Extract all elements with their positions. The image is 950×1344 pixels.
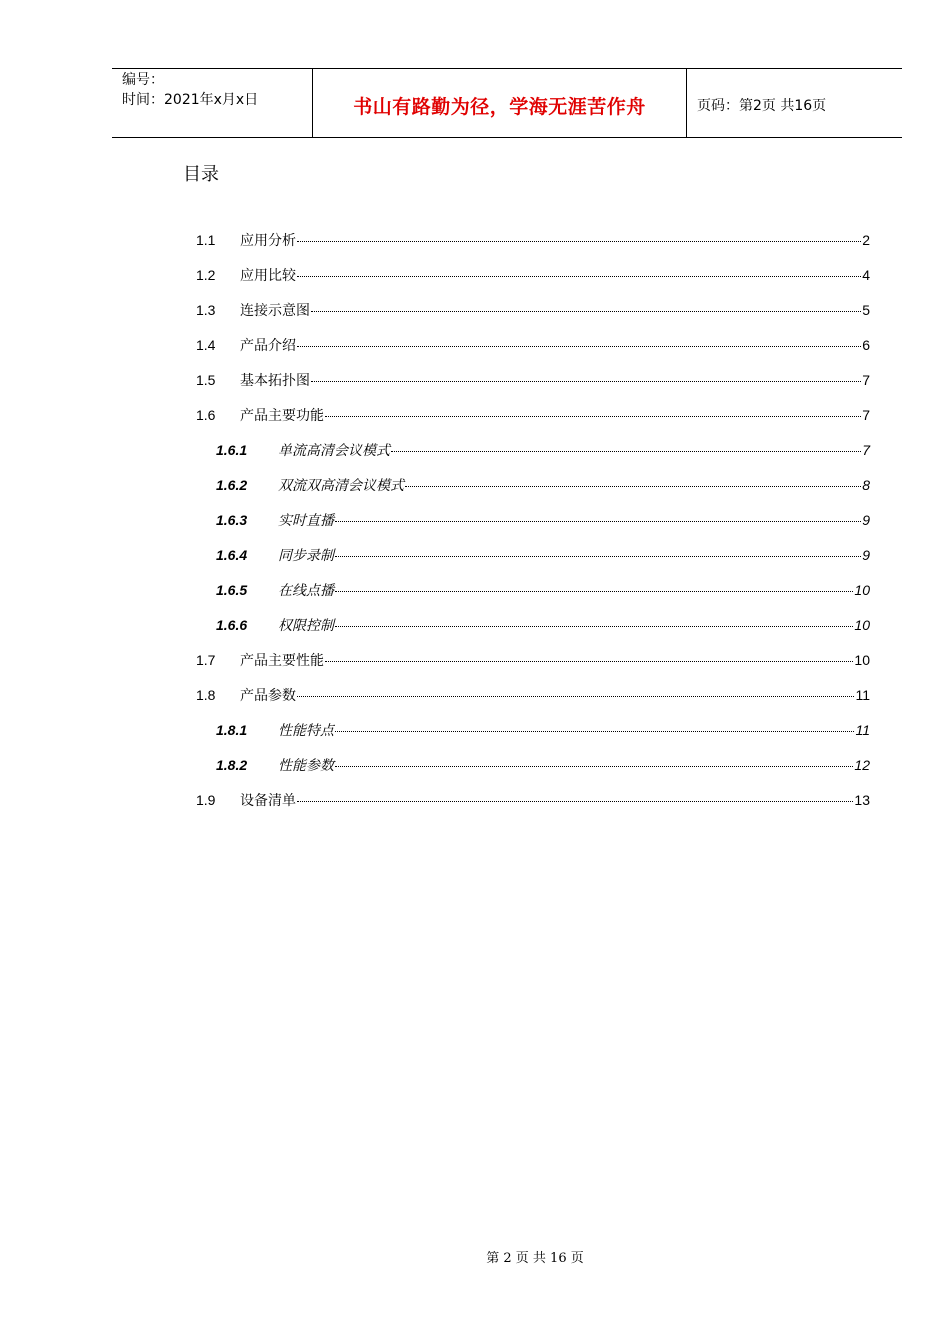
toc-entry-page: 11 bbox=[855, 687, 870, 703]
toc-entry-label: 应用比较 bbox=[240, 268, 296, 284]
toc-entry-label: 连接示意图 bbox=[240, 303, 310, 319]
toc-entry-page: 13 bbox=[854, 792, 870, 808]
toc-entry-number: 1.7 bbox=[196, 652, 216, 668]
toc-dot-leader bbox=[297, 241, 861, 242]
header-page-info: 页码：第2页 共16页 bbox=[697, 98, 827, 114]
toc-entry-number: 1.6.3 bbox=[216, 512, 248, 528]
toc-entry-number: 1.1 bbox=[196, 232, 216, 248]
toc-entry[interactable] bbox=[196, 545, 870, 580]
toc-entry-page: 8 bbox=[862, 477, 870, 493]
toc-entry[interactable] bbox=[196, 265, 870, 300]
toc-entry-page: 6 bbox=[862, 337, 870, 353]
header-page-cell bbox=[687, 69, 902, 137]
toc-entry[interactable] bbox=[196, 300, 870, 335]
toc-entry[interactable] bbox=[196, 510, 870, 545]
toc-entry-number: 1.9 bbox=[196, 792, 216, 808]
toc-entry-number: 1.6 bbox=[196, 407, 216, 423]
toc-entry-page: 5 bbox=[862, 302, 870, 318]
toc-dot-leader bbox=[405, 486, 861, 487]
toc-entry[interactable] bbox=[196, 335, 870, 370]
header-motto: 书山有路勤为径，学海无涯苦作舟 bbox=[353, 95, 646, 118]
toc-entry[interactable] bbox=[196, 615, 870, 650]
toc-entry-page: 9 bbox=[862, 547, 870, 563]
toc-entry[interactable] bbox=[196, 440, 870, 475]
toc-entry-page: 10 bbox=[854, 582, 870, 598]
toc-entry-page: 9 bbox=[862, 512, 870, 528]
toc-entry[interactable] bbox=[196, 405, 870, 440]
toc-entry-label: 在线点播 bbox=[278, 583, 334, 599]
toc-dot-leader bbox=[335, 556, 861, 557]
toc-entry-number: 1.8.2 bbox=[216, 757, 248, 773]
toc-entry-label: 双流双高清会议模式 bbox=[278, 478, 404, 494]
toc-entry[interactable] bbox=[196, 720, 870, 755]
toc-entry-page: 10 bbox=[854, 617, 870, 633]
toc-entry-label: 单流高清会议模式 bbox=[278, 443, 390, 459]
toc-entry-label: 性能特点 bbox=[278, 723, 334, 739]
toc-entry-label: 产品主要功能 bbox=[240, 408, 324, 424]
document-number-label: 编号： bbox=[122, 72, 164, 88]
toc-entry-label: 性能参数 bbox=[278, 758, 334, 774]
toc-entry-number: 1.5 bbox=[196, 372, 216, 388]
toc-entry-page: 12 bbox=[854, 757, 870, 773]
toc-entry[interactable] bbox=[196, 755, 870, 790]
toc-entry-number: 1.6.6 bbox=[216, 617, 248, 633]
table-of-contents bbox=[196, 230, 870, 825]
toc-entry[interactable] bbox=[196, 370, 870, 405]
toc-entry-page: 7 bbox=[862, 442, 870, 458]
toc-dot-leader bbox=[311, 311, 861, 312]
toc-entry-label: 产品主要性能 bbox=[240, 653, 324, 669]
toc-entry-label: 设备清单 bbox=[240, 793, 296, 809]
toc-dot-leader bbox=[297, 346, 861, 347]
toc-entry-number: 1.4 bbox=[196, 337, 216, 353]
toc-entry-number: 1.6.5 bbox=[216, 582, 248, 598]
toc-dot-leader bbox=[391, 451, 861, 452]
toc-dot-leader bbox=[325, 416, 861, 417]
toc-dot-leader bbox=[297, 696, 854, 697]
toc-entry-page: 10 bbox=[854, 652, 870, 668]
toc-entry-page: 7 bbox=[862, 407, 870, 423]
header-meta-cell bbox=[112, 69, 312, 137]
toc-entry-number: 1.3 bbox=[196, 302, 216, 318]
toc-entry-page: 7 bbox=[862, 372, 870, 388]
toc-dot-leader bbox=[335, 626, 853, 627]
page-header bbox=[112, 68, 902, 138]
toc-entry-label: 产品介绍 bbox=[240, 338, 296, 354]
toc-entry-label: 产品参数 bbox=[240, 688, 296, 704]
page-footer: 第 2 页 共 16 页 bbox=[486, 1251, 584, 1266]
toc-entry-number: 1.8 bbox=[196, 687, 216, 703]
toc-entry-page: 11 bbox=[855, 722, 870, 738]
toc-entry[interactable] bbox=[196, 475, 870, 510]
toc-entry-number: 1.8.1 bbox=[216, 722, 248, 738]
toc-entry[interactable] bbox=[196, 650, 870, 685]
toc-entry-page: 4 bbox=[862, 267, 870, 283]
toc-dot-leader bbox=[297, 276, 861, 277]
toc-entry-page: 2 bbox=[862, 232, 870, 248]
toc-dot-leader bbox=[335, 766, 853, 767]
toc-entry[interactable] bbox=[196, 685, 870, 720]
toc-entry-label: 实时直播 bbox=[278, 513, 334, 529]
document-time-label: 时间：2021年x月x日 bbox=[122, 92, 259, 108]
header-motto-cell bbox=[312, 69, 687, 137]
toc-entry-label: 权限控制 bbox=[278, 618, 334, 634]
toc-dot-leader bbox=[311, 381, 861, 382]
toc-entry[interactable] bbox=[196, 580, 870, 615]
toc-title: 目录 bbox=[183, 164, 219, 185]
toc-dot-leader bbox=[335, 521, 861, 522]
toc-entry[interactable] bbox=[196, 230, 870, 265]
toc-entry-label: 应用分析 bbox=[240, 233, 296, 249]
toc-entry[interactable] bbox=[196, 790, 870, 825]
toc-dot-leader bbox=[325, 661, 853, 662]
toc-entry-label: 基本拓扑图 bbox=[240, 373, 310, 389]
toc-entry-number: 1.2 bbox=[196, 267, 216, 283]
toc-entry-number: 1.6.2 bbox=[216, 477, 248, 493]
toc-entry-label: 同步录制 bbox=[278, 548, 334, 564]
toc-entry-number: 1.6.1 bbox=[216, 442, 248, 458]
toc-dot-leader bbox=[335, 731, 854, 732]
toc-dot-leader bbox=[335, 591, 853, 592]
toc-entry-number: 1.6.4 bbox=[216, 547, 248, 563]
toc-dot-leader bbox=[297, 801, 853, 802]
